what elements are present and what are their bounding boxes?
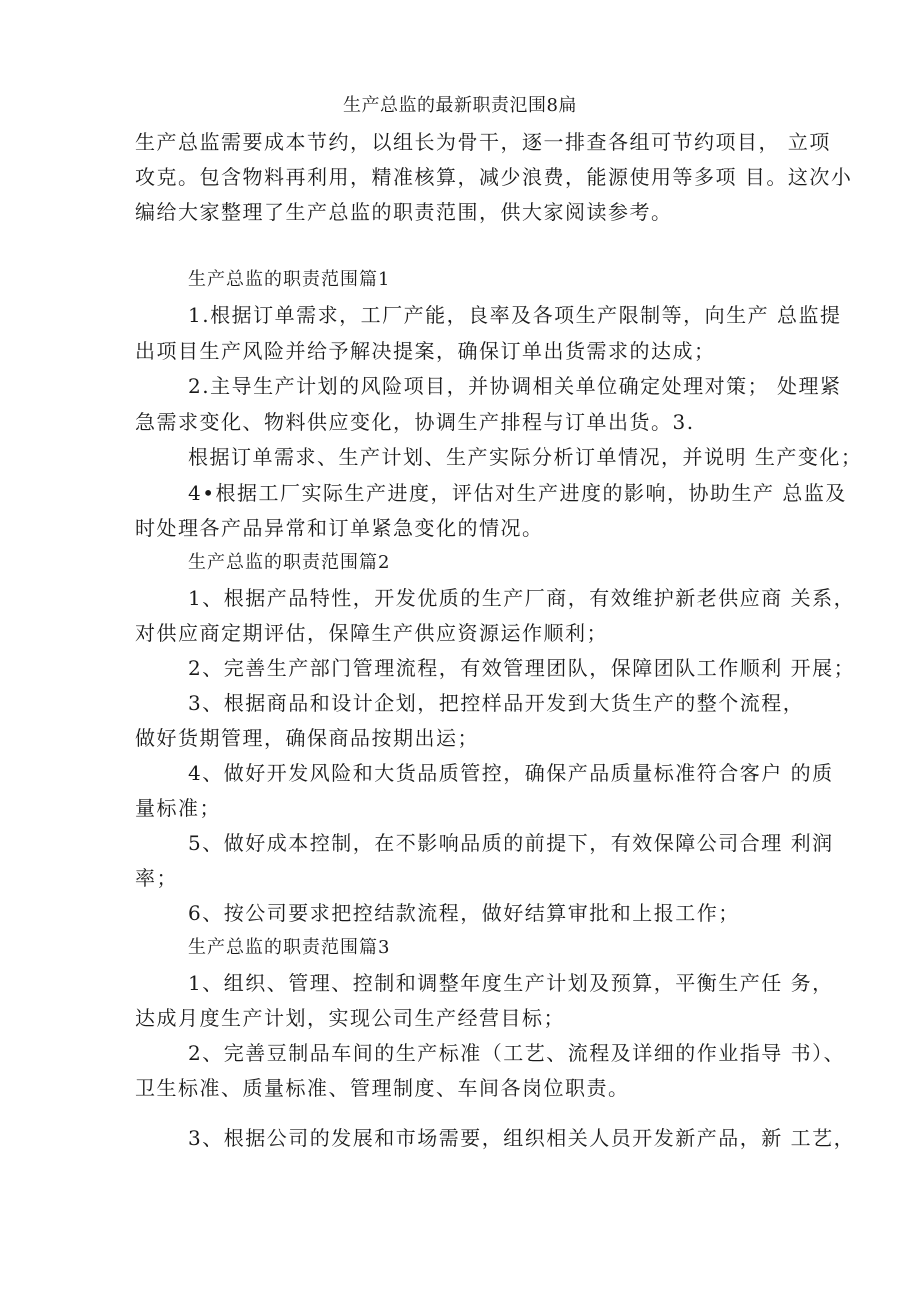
paragraph-line: 做好货期管理，确保商品按期出运； [135,726,479,750]
paragraph-line: 4、做好开发风险和大货品质管控，确保产品质量标准符合客户 的质 [188,761,834,785]
section-heading-1: 生产总监的职责范围篇1 [188,269,391,290]
section-heading-2: 生产总监的职责范围篇2 [188,552,391,573]
paragraph-line: 出项目生产风险并给予解决提案，确保订单出货需求的达成； [135,339,716,363]
paragraph-line: 2、完善生产部门管理流程，有效管理团队，保障团队工作顺利 开展； [188,656,856,680]
document-title: 生产总监的最新职责氾围8扁 [343,95,577,116]
paragraph-line: 5、做好成本控制，在不影响品质的前提下，有效保障公司合理 利润 [188,831,834,855]
paragraph-line: 急需求变化、物料供应变化，协调生产排程与订单出货。3. [135,410,695,434]
paragraph-line: 4•根据工厂实际生产进度，评估对生产进度的影响，协助生产 总监及 [188,481,847,505]
paragraph-line: 时处理各产品异常和订单紧急变化的情况。 [135,516,544,540]
paragraph-line: 达成月度生产计划，实现公司生产经营目标； [135,1006,565,1030]
paragraph-line: 2、完善豆制品车间的生产标准（工艺、流程及详细的作业指导 书）、 [188,1041,846,1065]
paragraph-line: 率； [135,866,178,890]
paragraph-line: 6、按公司要求把控结款流程，做好结算审批和上报工作； [188,901,740,925]
section-heading-3: 生产总监的职责范围篇3 [188,937,391,958]
paragraph-line: 对供应商定期评估，保障生产供应资源运作顺利； [135,621,608,645]
paragraph-line: 卫生标准、质量标准、管理制度、车间各岗位职责。 [135,1076,630,1100]
paragraph-line: 3、根据公司的发展和市场需要，组织相关人员开发新产品，新 工艺， [188,1126,856,1150]
paragraph-line: 3、根据商品和设计企划，把控样品开发到大货生产的整个流程， [188,691,805,715]
paragraph-line: 量标准； [135,796,221,820]
paragraph-line: 1、根据产品特性，开发优质的生产厂商，有效维护新老供应商 关系， [188,586,856,610]
paragraph-line: 2.主导生产计划的风险项目，并协调相关单位确定处理对策； 处理紧 [188,374,842,398]
paragraph-line: 根据订单需求、生产计划、生产实际分析订单情况，并说明 生产变化； [188,445,863,469]
intro-line-2: 攻克。包含物料再利用，精准核算，减少浪费，能源使用等多项 目。这次小 [135,165,853,189]
paragraph-line: 1、组织、管理、控制和调整年度生产计划及预算，平衡生产任 务， [188,971,834,995]
paragraph-line: 1.根据订单需求，工厂产能，良率及各项生产限制等，向生产 总监提 [188,303,842,327]
intro-line-1: 生产总监需要成本节约，以组长为骨干，逐一排查各组可节约项目， 立项 [135,130,831,154]
intro-line-3: 编给大家整理了生产总监的职责范围，供大家阅读参考。 [135,200,673,224]
